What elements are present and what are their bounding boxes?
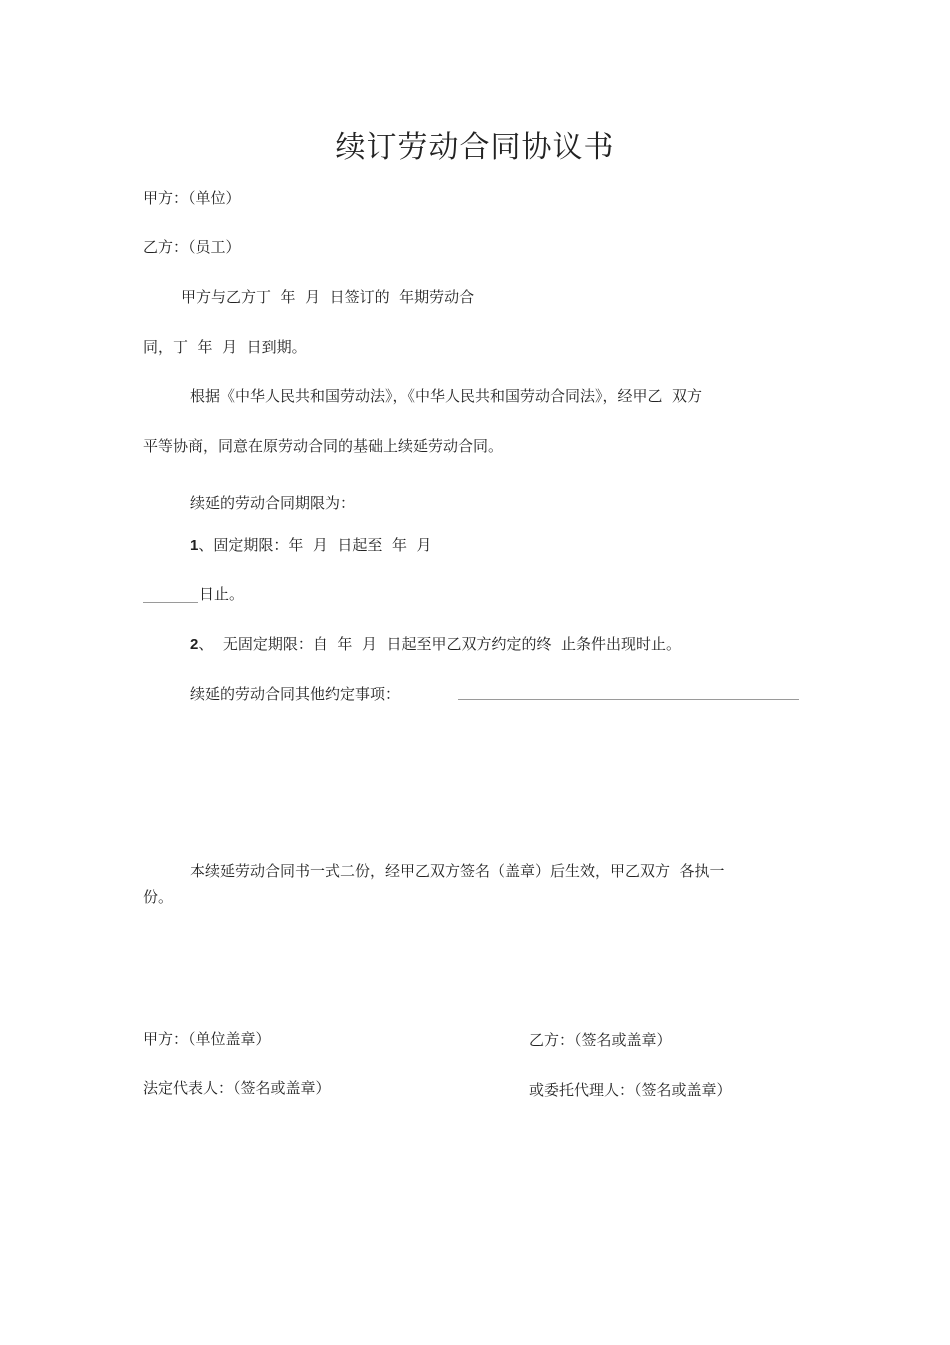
item-2-open-term — [190, 634, 681, 655]
item-1-number: 1 — [190, 537, 199, 554]
term-heading: 续延的劳动合同期限为： — [190, 494, 356, 512]
paragraph-2-line-2: 平等协商，同意在原劳动合同的基础上续延劳动合同。 — [143, 437, 504, 455]
blank-underline — [143, 602, 198, 603]
paragraph-2-line-1: 根据《中华人民共和国劳动法》，《中华人民共和国劳动合同法》，经甲乙 双方 — [190, 387, 703, 405]
other-terms-label: 续延的劳动合同其他约定事项： — [190, 685, 401, 703]
item-1-text: 、固定期限：年 月 日起至 年 月 — [198, 536, 432, 554]
item-2-text: 、 无固定期限：自 年 月 日起至甲乙双方约定的终 止条件出现时止。 — [198, 635, 682, 653]
item-2-number: 2 — [190, 636, 199, 653]
document-title: 续订劳动合同协议书 — [335, 130, 615, 165]
other-terms-fill-line — [458, 699, 799, 700]
party-a-seal-label: 甲方：（单位盖章） — [143, 1030, 271, 1048]
item-1-fixed-term — [190, 535, 432, 556]
party-b-label: 乙方：（员工） — [143, 238, 241, 256]
paragraph-1-line-1: 甲方与乙方丁 年 月 日签订的 年期劳动合 — [181, 288, 475, 306]
party-a-label: 甲方：（单位） — [143, 189, 241, 207]
party-b-sign-label: 乙方：（签名或盖章） — [529, 1031, 672, 1049]
agent-label: 或委托代理人：（签名或盖章） — [529, 1081, 732, 1099]
final-paragraph-line-2: 份。 — [143, 888, 174, 906]
legal-representative-label: 法定代表人：（签名或盖章） — [143, 1079, 331, 1097]
item-1-continuation: 日止。 — [199, 585, 245, 603]
final-paragraph-line-1: 本续延劳动合同书一式二份，经甲乙双方签名（盖章）后生效，甲乙双方 各执一 — [190, 862, 725, 880]
paragraph-1-line-2: 同，丁 年 月 日到期。 — [143, 338, 307, 356]
